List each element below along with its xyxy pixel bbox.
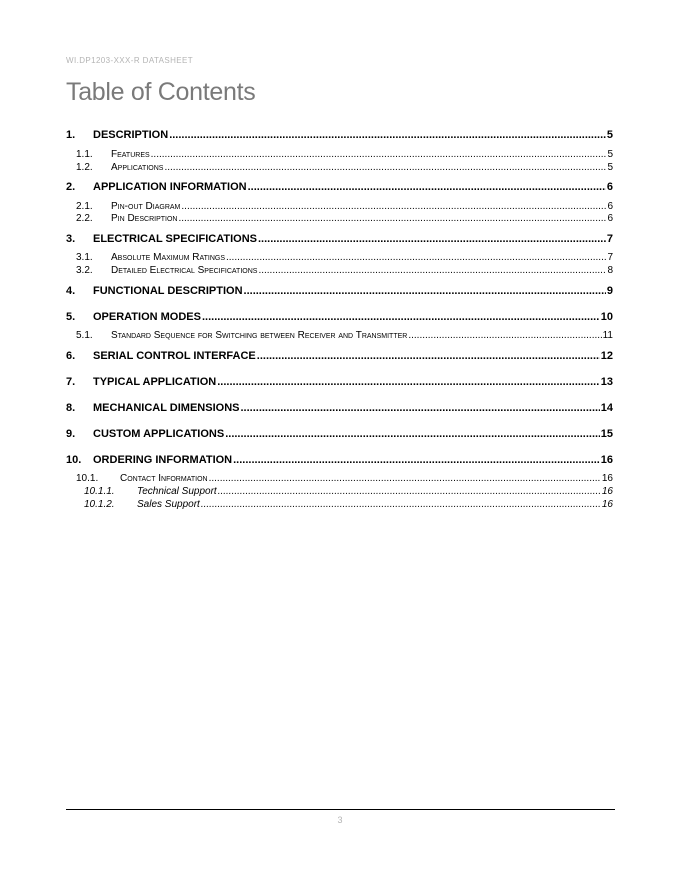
toc-entry-label[interactable]: MECHANICAL DIMENSIONS [93,402,240,414]
toc-entry[interactable] [66,265,613,279]
toc-entry-label[interactable]: TYPICAL APPLICATION [93,376,217,388]
toc-entry-label[interactable]: Contact Information [120,473,208,484]
toc-entry-number: 2. [66,181,76,193]
toc-entry[interactable] [66,499,613,513]
toc-entry-page[interactable]: 7 [607,252,613,263]
toc-dot-leader [218,486,601,497]
toc-entry[interactable] [66,330,613,344]
toc-entry-number: 10.1.1. [84,486,115,497]
footer-divider [66,809,615,810]
toc-entry[interactable] [66,149,613,163]
toc-dot-leader [226,252,606,263]
toc-entry-page[interactable]: 9 [606,285,613,297]
toc-entry[interactable] [66,162,613,176]
toc-dot-leader [244,285,606,297]
toc-dot-leader [178,213,606,224]
toc-entry-number: 2.1. [76,201,93,212]
toc-dot-leader [201,499,601,510]
toc-entry-page[interactable]: 6 [606,181,613,193]
toc-entry-page[interactable]: 16 [601,473,613,484]
toc-dot-leader [151,149,607,160]
toc-entry-label[interactable]: Pin-out Diagram [111,201,181,212]
toc-dot-leader [408,330,601,341]
toc-entry[interactable] [66,402,613,416]
toc-dot-leader [225,428,600,440]
toc-dot-leader [248,181,606,193]
toc-entry[interactable] [66,486,613,500]
toc-entry[interactable] [66,252,613,266]
toc-entry[interactable] [66,428,613,442]
toc-entry-page[interactable]: 8 [607,265,613,276]
toc-entry-number: 10.1.2. [84,499,115,510]
toc-entry[interactable] [66,181,613,195]
toc-entry-number: 1.2. [76,162,93,173]
toc-entry[interactable] [66,213,613,227]
toc-dot-leader [258,265,606,276]
toc-entry-label[interactable]: Features [111,149,150,160]
toc-entry-label[interactable]: Absolute Maximum Ratings [111,252,225,263]
toc-entry-page[interactable]: 14 [600,402,613,414]
toc-dot-leader [240,402,599,414]
toc-entry-number: 5.1. [76,330,93,341]
toc-entry-label[interactable]: Sales Support [137,499,200,510]
toc-entry[interactable] [66,454,613,468]
toc-entry-page[interactable]: 15 [600,428,613,440]
toc-entry-label[interactable]: DESCRIPTION [93,129,169,141]
toc-entry[interactable] [66,311,613,325]
toc-dot-leader [181,201,606,212]
toc-entry-number: 6. [66,350,76,362]
toc-entry-number: 5. [66,311,76,323]
toc-dot-leader [209,473,601,484]
toc-entry-page[interactable]: 11 [602,330,613,341]
toc-dot-leader [233,454,600,466]
toc-dot-leader [257,350,600,362]
toc-dot-leader [164,162,606,173]
toc-entry-page[interactable]: 16 [600,454,613,466]
toc-entry[interactable] [66,285,613,299]
page-number: 3 [337,815,343,825]
toc-entry-label[interactable]: Applications [111,162,164,173]
toc-entry-label[interactable]: FUNCTIONAL DESCRIPTION [93,285,243,297]
toc-entry-number: 9. [66,428,76,440]
toc-entry-page[interactable]: 16 [601,499,613,510]
toc-entry-number: 8. [66,402,76,414]
toc-dot-leader [258,233,606,245]
toc-entry-number: 3. [66,233,76,245]
toc-entry-label[interactable]: SERIAL CONTROL INTERFACE [93,350,256,362]
toc-entry-number: 1.1. [76,149,93,160]
toc-entry-page[interactable]: 6 [607,213,613,224]
toc-entry-number: 7. [66,376,76,388]
toc-entry-label[interactable]: Standard Sequence for Switching between Receiver and Transmitter [111,330,408,341]
toc-entry-page[interactable]: 16 [601,486,613,497]
toc-entry-page[interactable]: 5 [607,149,613,160]
toc-entry-number: 10.1. [76,473,99,484]
toc-entry-page[interactable]: 5 [606,129,613,141]
toc-entry-page[interactable]: 10 [600,311,613,323]
toc-entry-page[interactable]: 6 [607,201,613,212]
toc-dot-leader [169,129,606,141]
toc-entry-number: 4. [66,285,76,297]
toc-entry-label[interactable]: APPLICATION INFORMATION [93,181,247,193]
toc-entry-page[interactable]: 5 [607,162,613,173]
toc-entry-label[interactable]: Pin Description [111,213,178,224]
toc-entry-page[interactable]: 7 [606,233,613,245]
toc-entry-label[interactable]: Detailed Electrical Specifications [111,265,258,276]
document-header: WI.DP1203-XXX-R DATASHEET [66,56,194,65]
toc-entry[interactable] [66,233,613,247]
toc-entry-page[interactable]: 13 [600,376,613,388]
toc-entry-label[interactable]: CUSTOM APPLICATIONS [93,428,225,440]
page-title: Table of Contents [66,78,256,106]
toc-dot-leader [217,376,600,388]
toc-entry-label[interactable]: ORDERING INFORMATION [93,454,233,466]
toc-entry-label[interactable]: ELECTRICAL SPECIFICATIONS [93,233,257,245]
toc-entry-number: 3.1. [76,252,93,263]
toc-entry[interactable] [66,129,613,143]
toc-entry-page[interactable]: 12 [600,350,613,362]
toc-entry-label[interactable]: Technical Support [137,486,217,497]
toc-entry[interactable] [66,376,613,390]
toc-entry-number: 10. [66,454,82,466]
toc-dot-leader [202,311,600,323]
toc-entry-label[interactable]: OPERATION MODES [93,311,201,323]
toc-entry-number: 3.2. [76,265,93,276]
toc-entry[interactable] [66,473,613,487]
toc-entry-number: 1. [66,129,76,141]
toc-entry[interactable] [66,350,613,364]
toc-entry-number: 2.2. [76,213,93,224]
